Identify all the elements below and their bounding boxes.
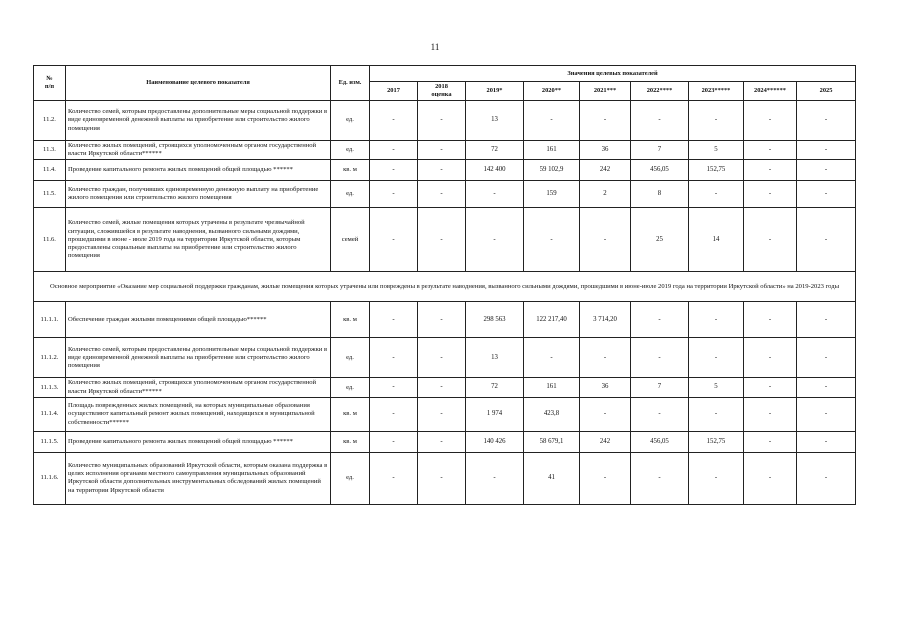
table-row [34,397,856,431]
row-value: - [631,338,689,378]
row-value: - [418,397,466,431]
row-value: - [744,208,797,272]
row-value: - [370,101,418,141]
row-value: - [797,101,856,141]
row-indicator-name: Проведение капитального ремонта жилых помещений общей площадью ****** [66,431,331,452]
row-value: - [418,101,466,141]
row-value: 58 679,1 [524,431,580,452]
row-value: - [370,141,418,160]
row-value: - [631,452,689,504]
header-values-group: Значения целевых показателей [370,66,856,82]
row-unit: ед. [331,101,370,141]
row-unit: ед. [331,338,370,378]
row-value: 2 [580,181,631,208]
row-value: 72 [466,378,524,397]
row-number: 11.5. [34,181,66,208]
row-unit: кв. м [331,431,370,452]
table-row [34,160,856,181]
row-value: - [689,338,744,378]
row-value: - [370,181,418,208]
row-value: - [797,181,856,208]
row-value: - [418,431,466,452]
row-unit: кв. м [331,160,370,181]
row-value: 161 [524,378,580,397]
row-unit: ед. [331,452,370,504]
row-value: - [797,141,856,160]
row-value: - [744,378,797,397]
row-value: - [466,452,524,504]
row-value: - [418,302,466,338]
row-value: 8 [631,181,689,208]
row-value: - [370,302,418,338]
row-value: - [744,338,797,378]
indicators-table [33,65,856,505]
row-value: 13 [466,101,524,141]
row-value: - [524,338,580,378]
row-value: - [744,397,797,431]
table-row [34,338,856,378]
row-indicator-name: Проведение капитального ремонта жилых помещений общей площадью ****** [66,160,331,181]
row-number: 11.1.6. [34,452,66,504]
row-value: 159 [524,181,580,208]
row-number: 11.1.4. [34,397,66,431]
row-value: - [370,452,418,504]
header-year-3: 2020** [524,82,580,101]
row-value: - [797,160,856,181]
row-value: - [580,208,631,272]
row-unit: ед. [331,378,370,397]
row-value: - [524,101,580,141]
row-value: - [418,181,466,208]
row-value: 456,05 [631,431,689,452]
row-value: 14 [689,208,744,272]
row-value: - [744,141,797,160]
row-number: 11.1.5. [34,431,66,452]
row-value: - [370,431,418,452]
row-value: - [744,101,797,141]
row-value: - [370,397,418,431]
row-value: - [370,338,418,378]
row-value: 3 714,20 [580,302,631,338]
row-value: - [631,397,689,431]
row-value: 25 [631,208,689,272]
row-value: - [631,302,689,338]
row-value: - [631,101,689,141]
row-value: - [744,452,797,504]
row-value: - [744,431,797,452]
header-name: Наименование целевого показателя [66,66,331,101]
row-value: 1 974 [466,397,524,431]
row-unit: ед. [331,141,370,160]
table-row [34,431,856,452]
row-value: 152,75 [689,160,744,181]
row-unit: кв. м [331,397,370,431]
row-indicator-name: Количество граждан, получивших единовременную денежную выплату на приобретение жилого помещения или строительство жилого помещения [66,181,331,208]
row-value: - [418,208,466,272]
row-value: - [418,160,466,181]
row-value: - [797,302,856,338]
row-value: - [797,338,856,378]
row-value: - [689,452,744,504]
table-row [34,101,856,141]
page-number: 11 [430,42,440,52]
row-value: - [370,160,418,181]
table-row [34,302,856,338]
row-value: - [370,378,418,397]
header-num: № п/п [34,66,66,101]
row-value: - [580,338,631,378]
row-value: - [797,378,856,397]
row-indicator-name: Количество семей, которым предоставлены дополнительные меры социальной поддержки в виде единовременной денежной выплаты на приобретение или строительство жилого помещения [66,101,331,141]
row-value: - [797,208,856,272]
row-value: 298 563 [466,302,524,338]
row-indicator-name: Количество семей, которым предоставлены дополнительные меры социальной поддержки в виде единовременной денежной выплаты на приобретение или строительство жилого помещения [66,338,331,378]
section-title: Основное мероприятие «Оказание мер социальной поддержки гражданам, жилые помещения которых утрачены или повреждены в результате наводнения, вызванного сильными дождями, прошедшими в июне-июле 2019 года на территории Иркутской области» на 2019-2023 годы [34,272,856,302]
header-year-4: 2021*** [580,82,631,101]
header-year-0: 2017 [370,82,418,101]
row-indicator-name: Количество семей, жилые помещения которых утрачены в результате чрезвычайной ситуации, сложившейся в результате наводнения, вызванного сильными дождями, прошедшими в июне - июле 2019 года на территории Иркутской области, которым предоставлены социальные выплаты на приобретение или строительство жилого помещения [66,208,331,272]
row-value: - [689,101,744,141]
row-value: - [370,208,418,272]
row-value: - [580,101,631,141]
header-unit: Ед. изм. [331,66,370,101]
row-unit: ед. [331,181,370,208]
row-value: 5 [689,378,744,397]
row-value: - [580,397,631,431]
header-year-2: 2019* [466,82,524,101]
row-number: 11.2. [34,101,66,141]
row-number: 11.3. [34,141,66,160]
row-value: - [418,338,466,378]
row-value: - [689,302,744,338]
row-indicator-name: Обеспечение граждан жилыми помещениями общей площадью****** [66,302,331,338]
row-value: 36 [580,141,631,160]
row-value: - [689,181,744,208]
header-year-6: 2023***** [689,82,744,101]
row-indicator-name: Количество муниципальных образований Иркутской области, которым оказана поддержка в целях исполнения органами местного самоуправления муниципальных образований Иркутской области дополнительных инструментальных обследований жилых помещений на территории Иркутской области [66,452,331,504]
table-row [34,141,856,160]
row-value: 59 102,9 [524,160,580,181]
row-number: 11.1.3. [34,378,66,397]
row-value: 7 [631,378,689,397]
row-value: - [418,141,466,160]
row-value: 423,8 [524,397,580,431]
row-indicator-name: Количество жилых помещений, строящихся уполномоченным органом государственной власти Иркутской области****** [66,378,331,397]
table-row [34,181,856,208]
header-year-8: 2025 [797,82,856,101]
row-value: 41 [524,452,580,504]
row-value: 242 [580,431,631,452]
row-number: 11.6. [34,208,66,272]
row-indicator-name: Количество жилых помещений, строящихся уполномоченным органом государственной власти Иркутской области****** [66,141,331,160]
row-value: - [797,397,856,431]
row-value: 13 [466,338,524,378]
row-value: - [744,302,797,338]
row-unit: кв. м [331,302,370,338]
row-value: 5 [689,141,744,160]
row-value: 161 [524,141,580,160]
row-value: - [466,208,524,272]
row-value: - [580,452,631,504]
row-value: - [797,431,856,452]
row-number: 11.4. [34,160,66,181]
row-value: - [744,160,797,181]
header-year-1: 2018 оценка [418,82,466,101]
section-row [34,272,856,302]
row-value: - [744,181,797,208]
row-value: - [524,208,580,272]
header-year-5: 2022**** [631,82,689,101]
row-value: - [466,181,524,208]
row-unit: семей [331,208,370,272]
table-row [34,452,856,504]
table-row [34,208,856,272]
row-number: 11.1.2. [34,338,66,378]
row-value: 72 [466,141,524,160]
row-value: 7 [631,141,689,160]
row-value: 142 400 [466,160,524,181]
row-value: 152,75 [689,431,744,452]
row-value: 242 [580,160,631,181]
table-row [34,378,856,397]
row-value: - [418,378,466,397]
header-year-7: 2024****** [744,82,797,101]
row-number: 11.1.1. [34,302,66,338]
row-value: 140 426 [466,431,524,452]
row-value: - [797,452,856,504]
row-value: 456,05 [631,160,689,181]
row-value: 36 [580,378,631,397]
row-value: 122 217,40 [524,302,580,338]
row-value: - [689,397,744,431]
row-value: - [418,452,466,504]
row-indicator-name: Площадь поврежденных жилых помещений, на которых муниципальные образования осуществляют капитальный ремонт жилых помещений, находящихся в муниципальной собственности****** [66,397,331,431]
